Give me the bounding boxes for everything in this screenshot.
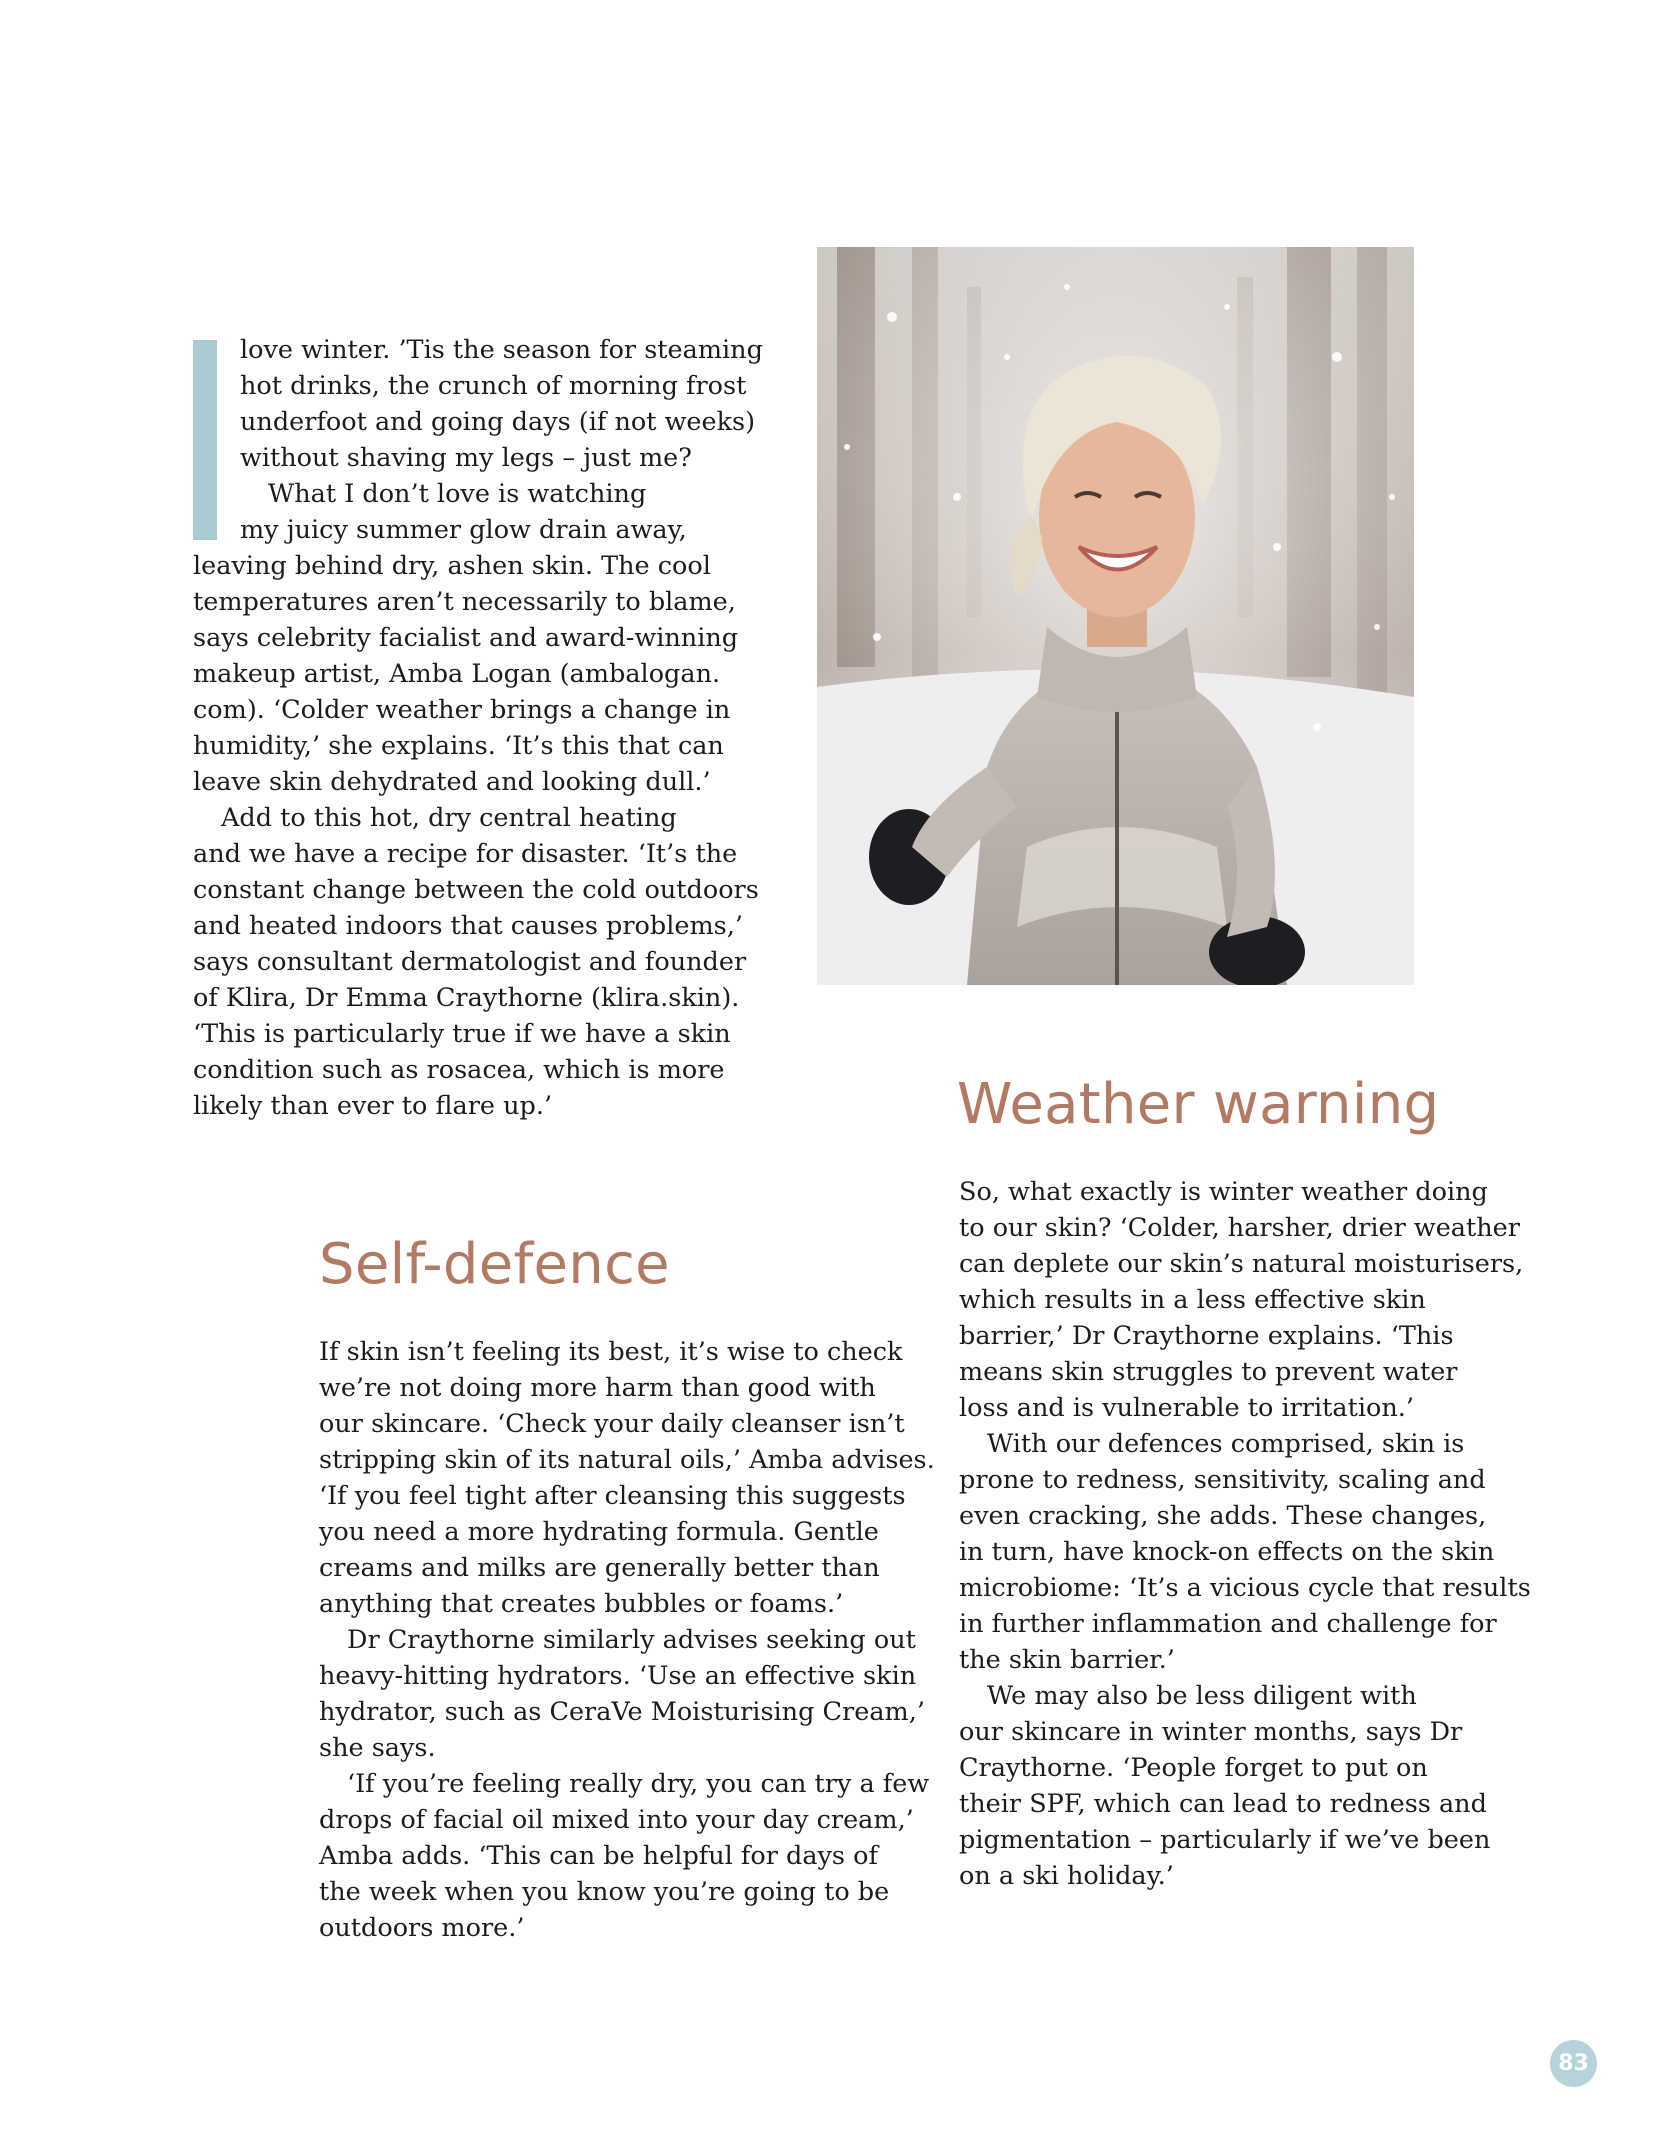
- intro-column: [193, 332, 763, 1124]
- text-line: drops of facial oil mixed into your day cream,’: [319, 1805, 914, 1835]
- text-line: outdoors more.’: [319, 1913, 525, 1943]
- text-line: even cracking, she adds. These changes,: [959, 1501, 1487, 1531]
- text-line: we’re not doing more harm than good with: [319, 1373, 876, 1403]
- text-line: their SPF, which can lead to redness and: [959, 1789, 1487, 1819]
- self-defence-body: [319, 1334, 935, 1946]
- text-line: If skin isn’t feeling its best, it’s wise to check: [319, 1337, 903, 1367]
- text-line: hot drinks, the crunch of morning frost: [240, 371, 747, 401]
- text-line: anything that creates bubbles or foams.’: [319, 1589, 844, 1619]
- text-line: pigmentation – particularly if we’ve been: [959, 1825, 1491, 1855]
- text-line: says consultant dermatologist and founder: [193, 947, 747, 977]
- text-line: Add to this hot, dry central heating: [221, 803, 677, 833]
- weather-warning-body: [959, 1174, 1531, 1894]
- text-line: she says.: [319, 1733, 436, 1763]
- text-line: my juicy summer glow drain away,: [240, 515, 687, 545]
- text-line: microbiome: ‘It’s a vicious cycle that results: [959, 1573, 1531, 1603]
- text-line: in further inflammation and challenge for: [959, 1609, 1497, 1639]
- text-line: stripping skin of its natural oils,’ Amba advises.: [319, 1445, 935, 1475]
- text-line: Dr Craythorne similarly advises seeking out: [347, 1625, 916, 1655]
- text-line: With our defences comprised, skin is: [987, 1429, 1465, 1459]
- text-line: Craythorne. ‘People forget to put on: [959, 1753, 1428, 1783]
- text-line: of Klira, Dr Emma Craythorne (klira.skin).: [193, 983, 740, 1013]
- text-line: loss and is vulnerable to irritation.’: [959, 1393, 1414, 1423]
- text-line: means skin struggles to prevent water: [959, 1357, 1458, 1387]
- text-line: on a ski holiday.’: [959, 1861, 1174, 1891]
- text-line: the week when you know you’re going to be: [319, 1877, 890, 1907]
- text-line: ‘If you feel tight after cleansing this suggests: [319, 1481, 906, 1511]
- text-line: says celebrity facialist and award-winning: [193, 623, 739, 653]
- text-line: and we have a recipe for disaster. ‘It’s the: [193, 839, 738, 869]
- text-line: the skin barrier.’: [959, 1645, 1175, 1675]
- text-line: to our skin? ‘Colder, harsher, drier weather: [959, 1213, 1520, 1243]
- text-line: you need a more hydrating formula. Gentle: [319, 1517, 879, 1547]
- text-line: constant change between the cold outdoors: [193, 875, 759, 905]
- text-line: creams and milks are generally better than: [319, 1553, 880, 1583]
- text-line: condition such as rosacea, which is more: [193, 1055, 725, 1085]
- text-line: ‘If you’re feeling really dry, you can try a few: [347, 1769, 930, 1799]
- text-line: and heated indoors that causes problems,’: [193, 911, 743, 941]
- text-line: leaving behind dry, ashen skin. The cool: [193, 551, 711, 581]
- text-line: com). ‘Colder weather brings a change in: [193, 695, 731, 725]
- weather-warning-heading: Weather warning: [957, 1072, 1440, 1137]
- text-line: makeup artist, Amba Logan (ambalogan.: [193, 659, 721, 689]
- text-line: without shaving my legs – just me?: [240, 443, 692, 473]
- text-line: underfoot and going days (if not weeks): [240, 407, 756, 437]
- page-number-badge: 83: [1550, 2040, 1597, 2087]
- text-line: What I don’t love is watching: [268, 479, 647, 509]
- text-line: So, what exactly is winter weather doing: [959, 1177, 1488, 1207]
- text-line: temperatures aren’t necessarily to blame,: [193, 587, 736, 617]
- text-line: hydrator, such as CeraVe Moisturising Cream,’: [319, 1697, 925, 1727]
- self-defence-heading: Self-defence: [319, 1232, 670, 1297]
- winter-jogger-photo: [817, 247, 1414, 985]
- text-line: love winter. ’Tis the season for steaming: [240, 335, 763, 365]
- text-line: which results in a less effective skin: [959, 1285, 1426, 1315]
- text-line: likely than ever to flare up.’: [193, 1091, 553, 1121]
- text-line: heavy-hitting hydrators. ‘Use an effective skin: [319, 1661, 917, 1691]
- text-line: can deplete our skin’s natural moisturisers,: [959, 1249, 1524, 1279]
- text-line: ‘This is particularly true if we have a skin: [193, 1019, 731, 1049]
- text-line: barrier,’ Dr Craythorne explains. ‘This: [959, 1321, 1454, 1351]
- text-line: We may also be less diligent with: [987, 1681, 1417, 1711]
- text-line: humidity,’ she explains. ‘It’s this that can: [193, 731, 724, 761]
- text-line: Amba adds. ‘This can be helpful for days of: [319, 1841, 878, 1871]
- text-line: our skincare in winter months, says Dr: [959, 1717, 1463, 1747]
- intro-opening-lines: [193, 332, 763, 548]
- text-line: leave skin dehydrated and looking dull.’: [193, 767, 711, 797]
- text-line: in turn, have knock-on effects on the skin: [959, 1537, 1495, 1567]
- text-line: prone to redness, sensitivity, scaling and: [959, 1465, 1486, 1495]
- text-line: our skincare. ‘Check your daily cleanser isn’t: [319, 1409, 905, 1439]
